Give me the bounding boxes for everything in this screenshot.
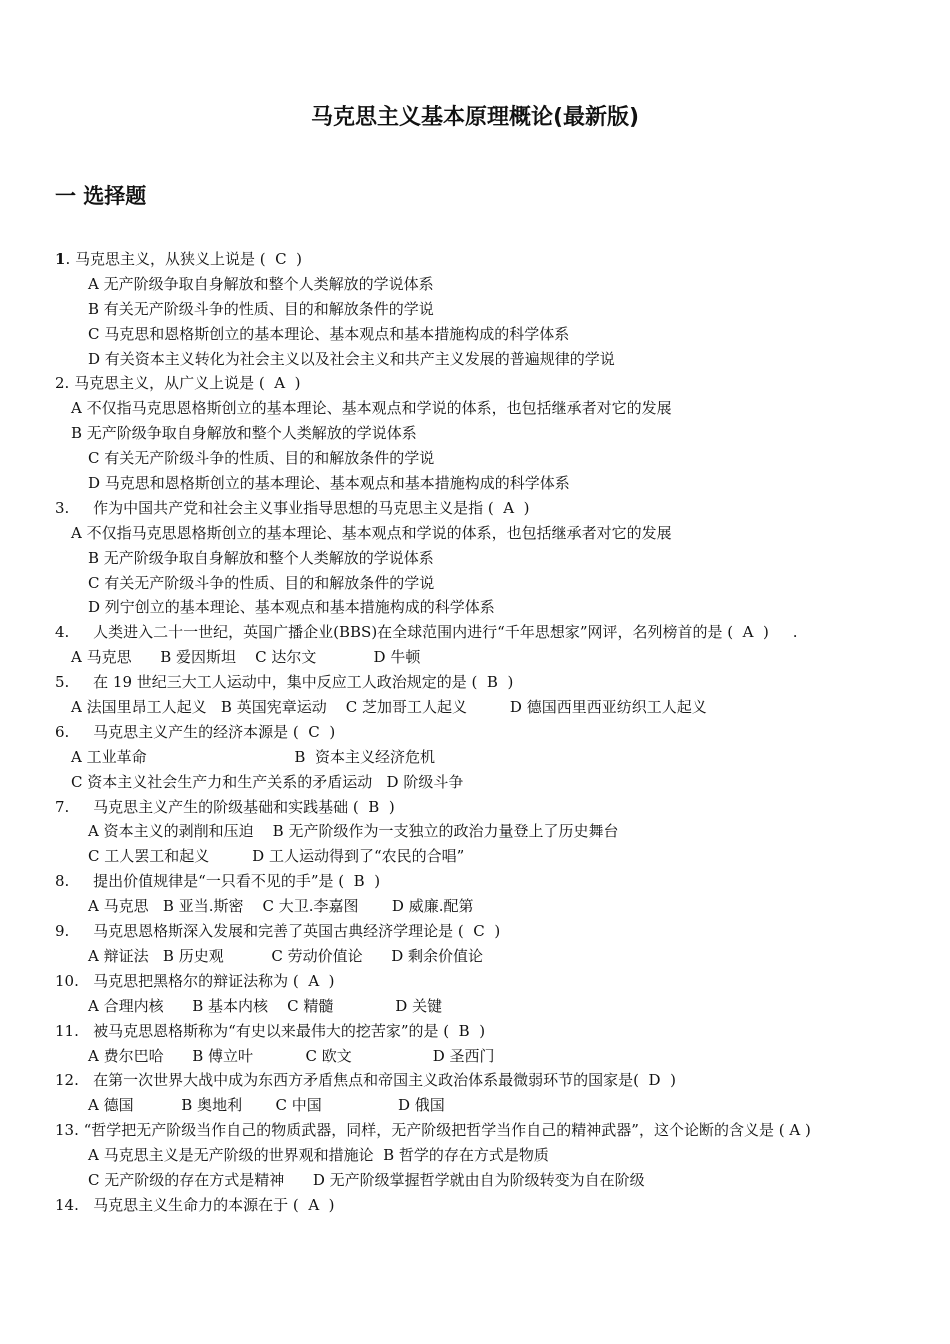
question-stem	[55, 795, 900, 820]
answer-option	[55, 421, 900, 446]
line-text: A 马克思 B 亚当.斯密 C 大卫.李嘉图 D 威廉.配第	[88, 897, 474, 916]
line-text: 12. 在第一次世界大战中成为东西方矛盾焦点和帝国主义政治体系最微弱环节的国家是( D )	[55, 1071, 676, 1090]
line-text: A 不仅指马克思恩格斯创立的基本理论、基本观点和学说的体系，也包括继承者对它的发展	[71, 523, 672, 542]
line-text: A 德国 B 奥地利 C 中国 D 俄国	[88, 1096, 445, 1115]
line-text: B 无产阶级争取自身解放和整个人类解放的学说体系	[71, 424, 417, 443]
line-text: 5. 在 19 世纪三大工人运动中，集中反应工人政治规定的是 ( B )	[55, 673, 514, 692]
question-stem	[55, 496, 900, 521]
line-text: A 资本主义的剥削和压迫 B 无产阶级作为一支独立的政治力量登上了历史舞台	[88, 822, 619, 841]
question-number: 1	[55, 250, 66, 268]
line-text: A 马克思 B 爱因斯坦 C 达尔文 D 牛顿	[71, 648, 421, 667]
line-text: 10. 马克思把黑格尔的辩证法称为 ( A )	[55, 971, 335, 990]
line-text: 11. 被马克思恩格斯称为“有史以来最伟大的挖苦家”的是 ( B )	[55, 1021, 486, 1040]
line-text: B 无产阶级争取自身解放和整个人类解放的学说体系	[88, 548, 434, 567]
answer-option	[55, 571, 900, 596]
question-stem	[55, 1118, 900, 1143]
line-text: A 工业革命 B 资本主义经济危机	[71, 747, 435, 766]
line-text: C 有关无产阶级斗争的性质、目的和解放条件的学说	[88, 573, 435, 592]
line-text: C 工人罢工和起义 D 工人运动得到了“农民的合唱”	[88, 847, 465, 866]
line-text: D 马克思和恩格斯创立的基本理论、基本观点和基本措施构成的科学体系	[88, 474, 570, 493]
answer-option	[55, 446, 900, 471]
line-text: 14. 马克思主义生命力的本源在于 ( A )	[55, 1195, 335, 1214]
question-stem	[55, 1068, 900, 1093]
line-text: 3. 作为中国共产党和社会主义事业指导思想的马克思主义是指 ( A )	[55, 498, 530, 517]
answer-option	[55, 745, 900, 770]
answer-option	[55, 695, 900, 720]
line-text: 6. 马克思主义产生的经济本源是 ( C )	[55, 722, 336, 741]
line-text: 8. 提出价值规律是“一只看不见的手”是 ( B )	[55, 872, 381, 891]
line-text: 13. “哲学把无产阶级当作自己的物质武器，同样，无产阶级把哲学当作自己的精神武器”，这个论断的含义是 ( A )	[55, 1121, 811, 1140]
question-stem	[55, 670, 900, 695]
line-text: A 费尔巴哈 B 傅立叶 C 欧文 D 圣西门	[88, 1046, 495, 1065]
line-text: 4. 人类进入二十一世纪，英国广播企业(BBS)在全球范围内进行“千年思想家”网评，名列榜首的是 ( A ) .	[55, 623, 798, 642]
line-text: 2. 马克思主义，从广义上说是 ( A )	[55, 374, 301, 393]
line-text: 7. 马克思主义产生的阶级基础和实践基础 ( B )	[55, 797, 395, 816]
question-stem	[55, 869, 900, 894]
line-text: . 马克思主义，从狭义上说是 ( C )	[65, 250, 302, 268]
line-text: A 不仅指马克思恩格斯创立的基本理论、基本观点和学说的体系，也包括继承者对它的发展	[71, 399, 672, 418]
answer-option	[55, 645, 900, 670]
answer-option	[55, 471, 900, 496]
line-text: 9. 马克思恩格斯深入发展和完善了英国古典经济学理论是 ( C )	[55, 922, 501, 941]
answer-option	[55, 521, 900, 546]
question-stem	[55, 720, 900, 745]
line-text: A 马克思主义是无产阶级的世界观和措施论 B 哲学的存在方式是物质	[88, 1146, 549, 1165]
line-text: B 有关无产阶级斗争的性质、目的和解放条件的学说	[88, 299, 434, 318]
line-text: D 有关资本主义转化为社会主义以及社会主义和共产主义发展的普遍规律的学说	[88, 349, 615, 368]
answer-option	[55, 1143, 900, 1168]
document-title: 马克思主义基本原理概论(最新版)	[310, 105, 640, 130]
section-heading: 一 选择题	[55, 184, 147, 208]
answer-option	[55, 1093, 900, 1118]
line-text: A 法国里昂工人起义 B 英国宪章运动 C 芝加哥工人起义 D 德国西里西亚纺织工人起义	[71, 698, 707, 717]
answer-option	[55, 819, 900, 844]
answer-option	[55, 322, 900, 347]
line-text: C 有关无产阶级斗争的性质、目的和解放条件的学说	[88, 449, 435, 468]
answer-option	[55, 396, 900, 421]
answer-option	[55, 1044, 900, 1069]
question-stem	[55, 1193, 900, 1218]
question-stem	[55, 371, 900, 396]
line-text: C 无产阶级的存在方式是精神 D 无产阶级掌握哲学就由自为阶级转变为自在阶级	[88, 1170, 645, 1189]
question-stem	[55, 1019, 900, 1044]
answer-option	[55, 272, 900, 297]
answer-option	[55, 944, 900, 969]
answer-option	[55, 994, 900, 1019]
question-list	[55, 247, 900, 1218]
answer-option	[55, 595, 900, 620]
answer-option	[55, 894, 900, 919]
line-text: A 无产阶级争取自身解放和整个人类解放的学说体系	[88, 274, 434, 293]
answer-option	[55, 770, 900, 795]
line-text: C 马克思和恩格斯创立的基本理论、基本观点和基本措施构成的科学体系	[88, 324, 570, 343]
line-text: C 资本主义社会生产力和生产关系的矛盾运动 D 阶级斗争	[71, 772, 464, 791]
line-text: D 列宁创立的基本理论、基本观点和基本措施构成的科学体系	[88, 598, 495, 617]
question-stem	[55, 969, 900, 994]
question-stem	[55, 919, 900, 944]
line-text: A 合理内核 B 基本内核 C 精髓 D 关键	[88, 996, 443, 1015]
answer-option	[55, 297, 900, 322]
line-text: A 辩证法 B 历史观 C 劳动价值论 D 剩余价值论	[88, 946, 484, 965]
answer-option	[55, 844, 900, 869]
answer-option	[55, 347, 900, 372]
question-stem	[55, 620, 900, 645]
question-stem	[55, 247, 900, 272]
answer-option	[55, 546, 900, 571]
answer-option	[55, 1168, 900, 1193]
